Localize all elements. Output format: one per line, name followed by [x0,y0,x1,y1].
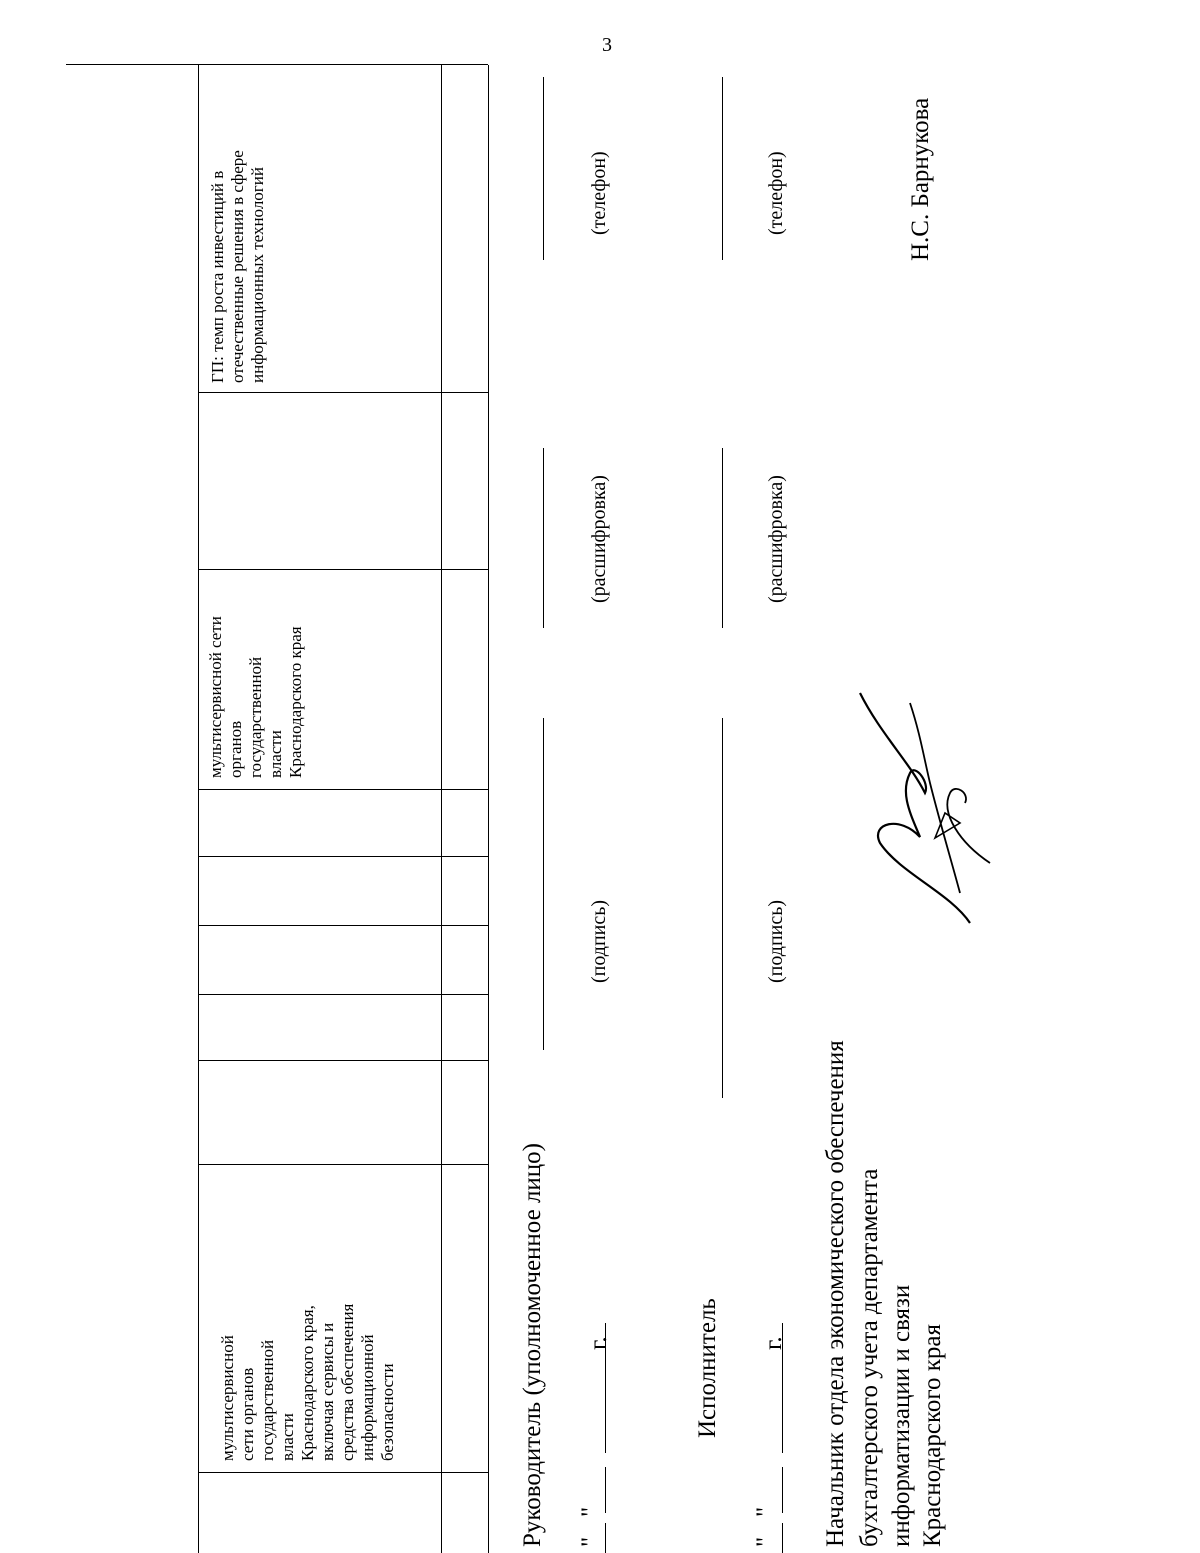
telefon-label: (телефон) [765,151,787,235]
footer-line: бухгалтерского учета департамента [856,1168,883,1547]
cell-line: средства обеспечения [338,1303,357,1461]
handwritten-signature [840,673,1000,933]
signer-name: Н.С. Барнукова [907,97,934,261]
cell-line: мультисервисной [218,1335,237,1461]
cell-line: мультисервисной сети [206,616,225,778]
rasshifrovka-label: (расшифровка) [588,475,610,603]
telefon-label: (телефон) [588,151,610,235]
footer-line: Краснодарского края [919,1324,946,1547]
cell-line: власти [266,730,285,778]
cell-line: включая сервисы и [318,1322,337,1461]
podpis-label: (подпись) [765,899,787,983]
cell-line: сети органов [238,1367,257,1461]
table-cell-left [218,1171,398,1461]
cell-line: отечественные решения в сфере [228,150,247,383]
cell-line: информационной [358,1334,377,1461]
table-cell-right [208,73,268,383]
cell-line: Краснодарского края, [298,1305,317,1461]
cell-line: государственной [258,1339,277,1461]
table-cell-middle [206,578,306,778]
podpis-label: (подпись) [588,899,610,983]
date-quote-open: " [577,1536,604,1547]
date-quote-open: " [752,1536,779,1547]
cell-line: государственной [246,656,265,778]
executor-label: Исполнитель [694,1298,721,1438]
page-number: 3 [602,34,612,56]
year-suffix: г. [585,1336,612,1350]
rasshifrovka-label: (расшифровка) [765,475,787,603]
cell-line: Краснодарского края [286,626,305,778]
cell-line: информационных технологий [248,167,267,383]
footer-line: информатизации и связи [888,1284,915,1547]
cell-line: власти [278,1413,297,1461]
footer-line: Начальник отдела экономического обеспечения [822,1040,849,1547]
cell-line: безопасности [378,1363,397,1461]
head-label: Руководитель (уполномоченное лицо) [519,1142,546,1547]
date-quote-close: " [577,1506,604,1517]
year-suffix: г. [760,1336,787,1350]
date-quote-close: " [752,1506,779,1517]
cell-line: органов [226,720,245,778]
cell-line: ГП: темп роста инвестиций в [208,170,227,383]
